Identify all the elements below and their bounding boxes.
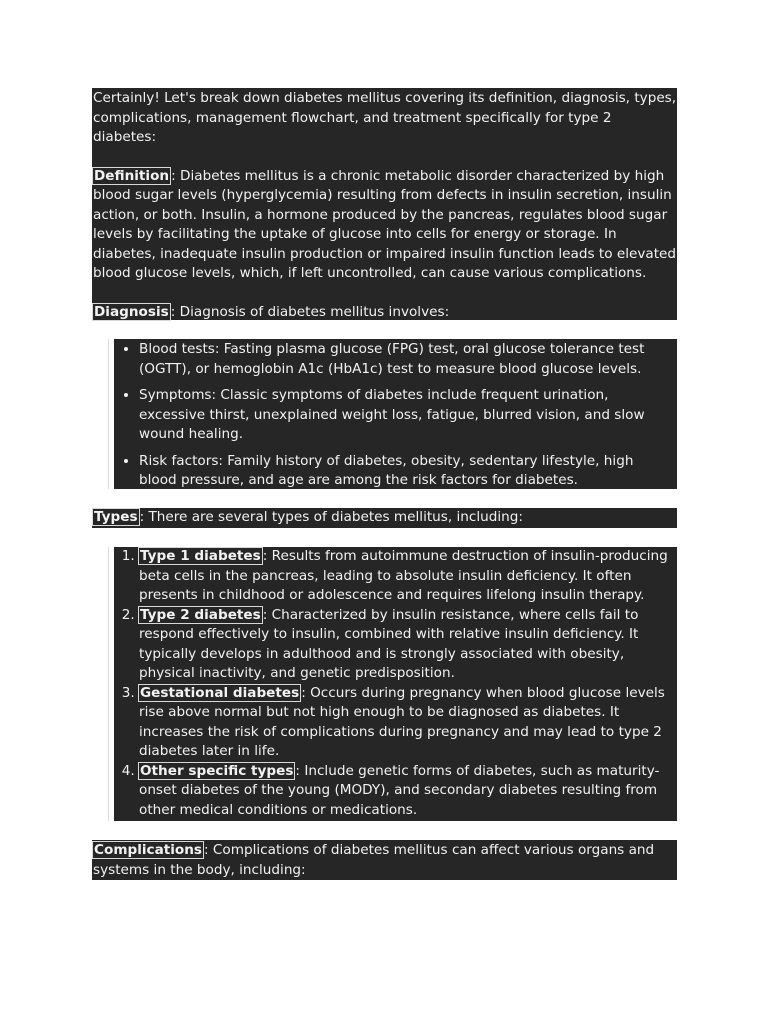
complications-term: Complications — [94, 842, 203, 858]
diagnosis-term: Diagnosis — [94, 303, 169, 320]
types-heading — [92, 508, 677, 527]
types-text: : There are several types of diabetes mellitus, including: — [139, 509, 524, 525]
type-text: : Include genetic forms of diabetes, such as maturity-onset diabetes of the young (MODY), and secondary diabetes resulting from other medical conditions or medications. — [139, 762, 660, 818]
list-item — [139, 762, 671, 821]
complications-text: : Complications of diabetes mellitus can affect various organs and systems in the body, including: — [93, 842, 655, 878]
list-item: • Blood tests: Fasting plasma glucose (FPG) test, oral glucose tolerance test (OGTT), or hemoglobin A1c (HbA1c) test to measure blood glucose levels. — [139, 340, 671, 379]
complications-block — [92, 840, 677, 880]
diagnosis-text: : Diagnosis of diabetes mellitus involves: — [170, 303, 450, 320]
list-item — [139, 684, 671, 762]
intro-paragraph: Certainly! Let's break down diabetes mellitus covering its definition, diagnosis, types, complications, management flowchart, and treatment specifically for type 2 diabetes: — [93, 90, 677, 145]
diagnosis-list-block — [108, 339, 677, 489]
list-item — [139, 606, 671, 684]
types-term: Types — [94, 509, 138, 525]
list-item — [139, 547, 671, 606]
type-text: : Results from autoimmune destruction of insulin-producing beta cells in the pancreas, leading to absolute insulin deficiency. It often presents in childhood or adolescence and requires lifelong insulin therapy. — [139, 548, 668, 603]
type-term: Type 2 diabetes — [140, 606, 261, 623]
type-term: Gestational diabetes — [140, 684, 300, 701]
definition-text: : Diabetes mellitus is a chronic metabolic disorder characterized by high blood sugar levels (hyperglycemia) resulting from defects in insulin secretion, insulin action, or both. Insulin, a hormone produced by the pancreas, regulates blood sugar levels by facilitating the uptake of glucose into cells for energy or storage. In diabetes, inadequate insulin production or impaired insulin function leads to elevated blood glucose levels, which, if left uncontrolled, can cause various complications. — [93, 167, 677, 281]
list-item: • Symptoms: Classic symptoms of diabetes include frequent urination, excessive thirst, unexplained weight loss, fatigue, blurred vision, and slow wound healing. — [139, 386, 671, 445]
type-text: : Characterized by insulin resistance, where cells fail to respond effectively to insulin, combined with relative insulin deficiency. It typically develops in adulthood and is strongly associated with obesity, physical inactivity, and genetic predisposition. — [139, 606, 639, 681]
type-term: Type 1 diabetes — [140, 548, 261, 564]
diagnosis-list — [108, 339, 677, 491]
types-list-block — [108, 547, 677, 821]
definition-paragraph — [92, 167, 677, 284]
spacer — [92, 148, 677, 167]
types-list — [108, 547, 677, 820]
spacer — [92, 284, 677, 303]
complications-paragraph — [92, 841, 677, 880]
types-heading-block — [92, 508, 677, 528]
definition-term: Definition — [94, 167, 170, 184]
intro-definition-block — [92, 88, 677, 320]
type-text: : Occurs during pregnancy when blood glucose levels rise above normal but not high enough to be diagnosed as diabetes. It increases the risk of complications during pregnancy and may lead to type 2 diabetes later in life. — [139, 684, 665, 759]
list-item: • Risk factors: Family history of diabetes, obesity, sedentary lifestyle, high blood pressure, and age are among the risk factors for diabetes. — [139, 452, 671, 491]
type-term: Other specific types — [140, 762, 294, 779]
diagnosis-heading — [92, 303, 677, 323]
